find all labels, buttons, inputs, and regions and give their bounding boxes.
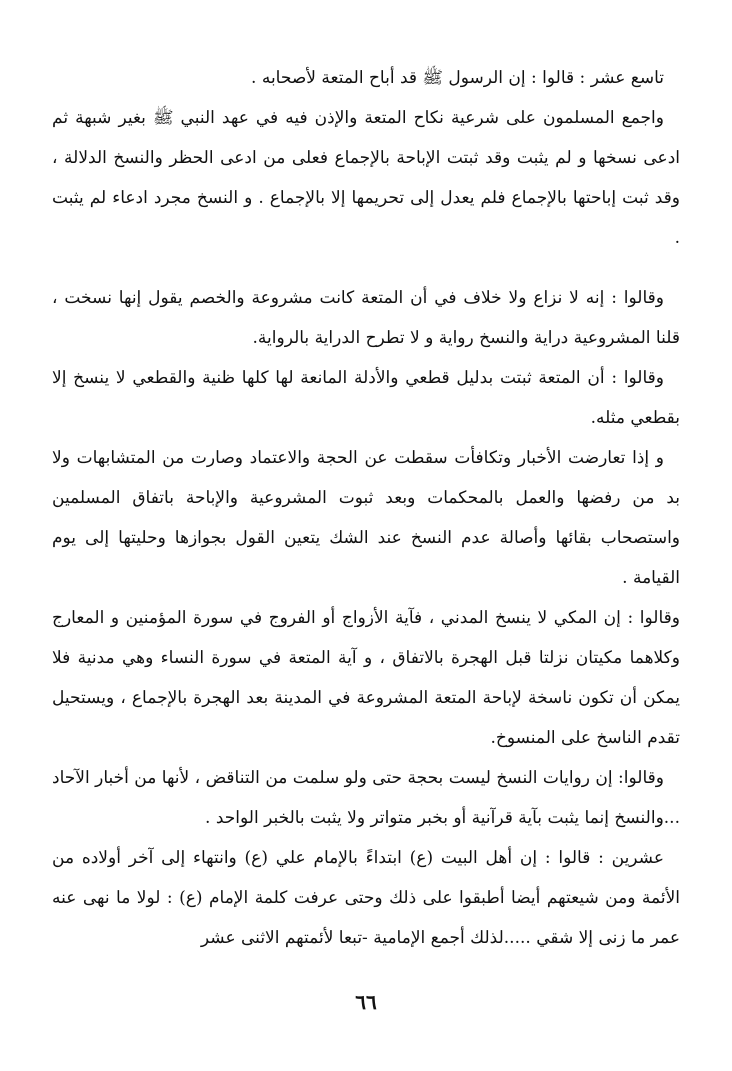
page-number: ٦٦ [355, 990, 377, 1014]
document-page [52, 58, 680, 958]
paragraph-meccan-medinan: وقالوا : إن المكي لا ينسخ المدني ، فآية الأزواج أو الفروج في سورة المؤمنين و المعارج وكلاهما مكيتان نزلتا قبل الهجرة بالاتفاق ، و آية المتعة في سورة النساء وهي مدنية فلا يمكن أن تكون ناسخة لإباحة المتعة المشروعة في المدينة بعد الهجرة بالإجماع ، ويستحيل تقدم الناسخ على المنسوخ. [52, 608, 680, 748]
paragraph-abrogation-narrations: وقالوا: إن روايات النسخ ليست بحجة حتى ولو سلمت من التناقض ، لأنها من أخبار الآحاد ...والنسخ إنما يثبت بآية قرآنية أو بخبر متواتر ولا يثبت بالخبر الواحد . [52, 768, 680, 828]
paragraph-twentieth-claim: عشرين : قالوا : إن أهل البيت (ع) ابتداءً بالإمام علي (ع) وانتهاء إلى آخر أولاده من الأئمة ومن شيعتهم أيضا أطبقوا على ذلك وحتى عرفت كلمة الإمام (ع) : لولا ما نهى عنه عمر ما زنى إلا شقي .....لذلك أجمع الإمامية -تبعا لأئمتهم الاثنى عشر [52, 848, 680, 948]
paragraph-no-dispute: وقالوا : إنه لا نزاع ولا خلاف في أن المتعة كانت مشروعة والخصم يقول إنها نسخت ، قلنا المشروعية دراية والنسخ رواية و لا تطرح الدراية بالرواية. [52, 288, 680, 348]
paragraph-conflicting-reports: و إذا تعارضت الأخبار وتكافأت سقطت عن الحجة والاعتماد وصارت من المتشابهات ولا بد من رفضها والعمل بالمحكمات وبعد ثبوت المشروعية والإباحة باتفاق المسلمين واستصحاب بقائها وأصالة عدم النسخ عند الشك يتعين القول بجوازها وحليتها إلى يوم القيامة . [52, 448, 680, 588]
paragraph-nineteenth-claim: تاسع عشر : قالوا : إن الرسول ﷺ قد أباح المتعة لأصحابه . [251, 68, 664, 88]
paragraph-consensus: واجمع المسلمون على شرعية نكاح المتعة والإذن فيه في عهد النبي ﷺ بغير شبهة ثم ادعى نسخها و لم يثبت وقد ثبتت الإباحة بالإجماع فعلى من ادعى الحظر والنسخ الدلالة ، وقد ثبت إباحتها بالإجماع فلم يعدل إلى تحريمها إلا بالإجماع . و النسخ مجرد ادعاء لم يثبت . [52, 108, 680, 248]
paragraph-definitive-proof: وقالوا : أن المتعة ثبتت بدليل قطعي والأدلة المانعة لها كلها ظنية والقطعي لا ينسخ إلا بقطعي مثله. [52, 368, 680, 428]
